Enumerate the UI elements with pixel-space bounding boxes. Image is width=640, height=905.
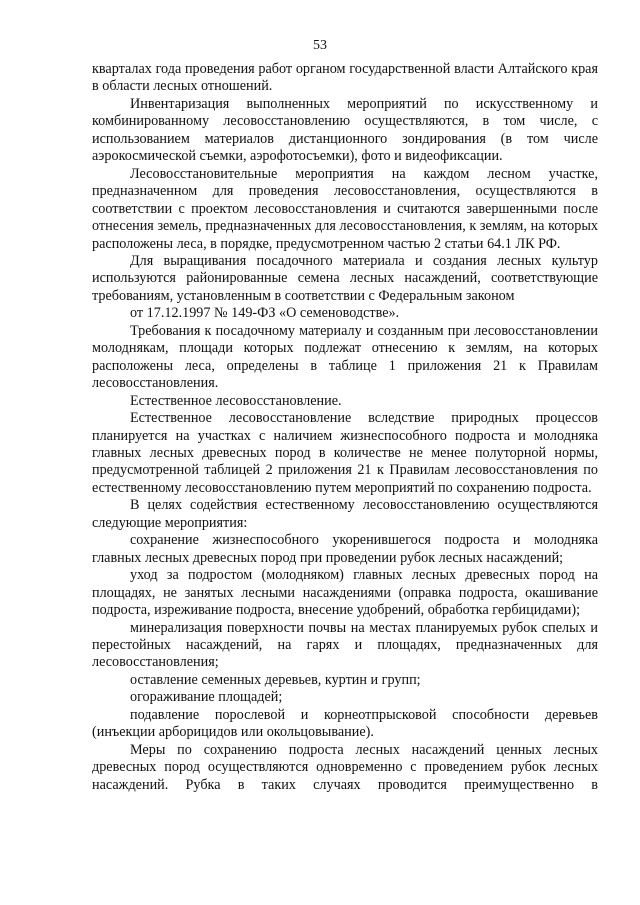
paragraph: Естественное лесовосстановление.: [130, 392, 342, 409]
paragraph: Меры по сохранению подроста лесных насаждений ценных лесных древесных пород осуществляются одновременно с проведением рубок лесных насаждений. Рубка в таких случаях проводится преимущественно в: [92, 741, 598, 793]
paragraph: Лесовосстановительные мероприятия на каждом лесном участке, предназначенном для проведения лесовосстановления, осуществляются в соответствии с проектом лесовосстановления и считаются завершенными после отнесения земель, предназначенных для лесовосстановления, к землям, на которых расположены леса, в порядке, предусмотренном частью 2 статьи 64.1 ЛК РФ.: [92, 165, 598, 252]
document-body: [92, 61, 598, 794]
paragraph: кварталах года проведения работ органом государственной власти Алтайского края в области лесных отношений.: [92, 61, 598, 95]
paragraph: Естественное лесовосстановление вследствие природных процессов планируется на участках с наличием жизнеспособного подроста и молодняка главных лесных древесных пород в количестве не менее полуторной нормы, предусмотренной таблицей 2 приложения 21 к Правилам лесовосстановления по естественному лесовосстановлению путем мероприятий по сохранению подроста.: [92, 410, 598, 496]
list-item: огораживание площадей;: [130, 689, 283, 706]
paragraph: В целях содействия естественному лесовосстановлению осуществляются следующие мероприятия:: [92, 497, 598, 531]
list-item: оставление семенных деревьев, куртин и групп;: [130, 671, 421, 688]
list-item: подавление порослевой и корнеотпрысковой способности деревьев (инъекции арборицидов или окольцовывание).: [92, 706, 598, 741]
paragraph: Для выращивания посадочного материала и создания лесных культур используются районированные семена лесных насаждений, соответствующие требованиям, установленным в соответствии с Федеральным законом: [92, 252, 598, 304]
paragraph: от 17.12.1997 № 149-ФЗ «О семеноводстве».: [130, 305, 400, 322]
list-item: уход за подростом (молодняком) главных лесных древесных пород на площадях, не занятых лесными насаждениями (оправка подроста, окашивание подроста, изреживание подроста, внесение удобрений, обработка гербицидами);: [92, 567, 598, 619]
list-item: минерализация поверхности почвы на местах планируемых рубок спелых и перестойных насаждений, на гарях и площадях, предназначенных для лесовосстановления;: [92, 619, 598, 671]
page-number: 53: [313, 38, 327, 53]
paragraph: Требования к посадочному материалу и созданным при лесовосстановлении молоднякам, площади которых подлежат отнесению к землям, на которых расположены леса, определены в таблице 1 приложения 21 к Правилам лесовосстановления.: [92, 322, 598, 392]
paragraph: Инвентаризация выполненных мероприятий по искусственному и комбинированному лесовосстановлению осуществляются, в том числе, с использованием материалов дистанционного зондирования (в том числе аэрокосмической съемки, аэрофотосъемки), фото и видеофиксации.: [92, 95, 598, 165]
list-item: сохранение жизнеспособного укоренившегося подроста и молодняка главных лесных древесных пород при проведении рубок лесных насаждений;: [92, 532, 598, 566]
